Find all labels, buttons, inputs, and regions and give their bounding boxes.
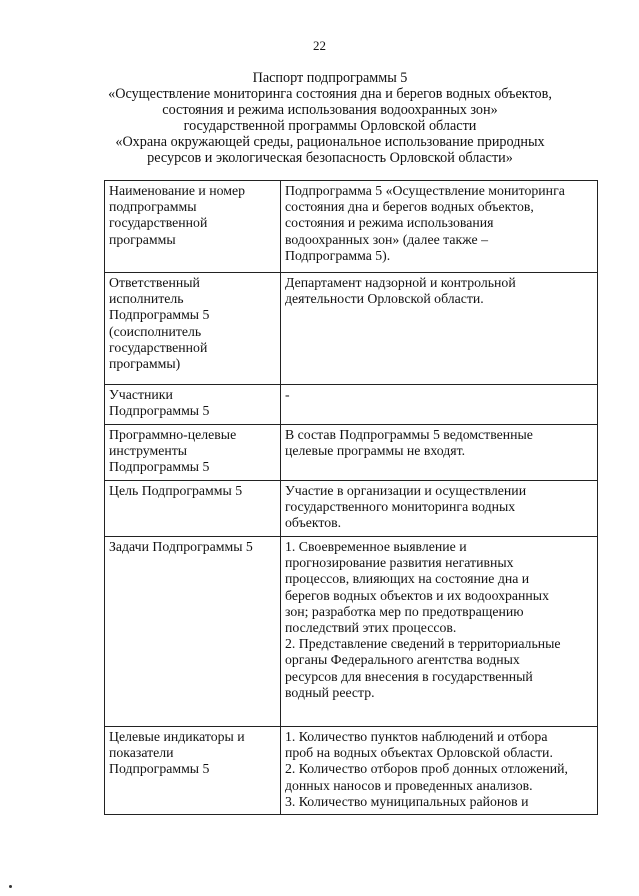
row-value-line: государственного мониторинга водных xyxy=(285,499,516,515)
row-label-cell xyxy=(105,273,281,385)
row-label-line: Подпрограммы 5 xyxy=(109,761,210,777)
row-value-line: Участие в организации и осуществлении xyxy=(285,483,527,498)
row-label-line: подпрограммы xyxy=(109,199,197,215)
row-value-line: процессов, влияющих на состояние дна и xyxy=(285,571,530,587)
row-label-line: Подпрограммы 5 xyxy=(109,459,210,475)
row-label-cell xyxy=(105,181,281,273)
row-label-cell xyxy=(105,727,281,815)
title-line: государственной программы Орловской области xyxy=(183,118,477,134)
title-line: ресурсов и экологическая безопасность Орловской области» xyxy=(147,150,513,166)
row-label-line: государственной xyxy=(109,339,208,355)
row-label-line: исполнитель xyxy=(109,291,184,307)
table-row xyxy=(105,727,598,815)
row-value-line: ресурсов для внесения в государственный xyxy=(285,668,533,684)
row-label-line: Цель Подпрограммы 5 xyxy=(109,483,243,498)
row-label-line: Участники xyxy=(109,387,173,402)
title-line: «Охрана окружающей среды, рациональное использование природных xyxy=(115,134,545,150)
row-label-line: государственной xyxy=(109,215,208,231)
row-value-line: деятельности Орловской области. xyxy=(285,291,484,307)
row-value-line: целевые программы не входят. xyxy=(285,443,466,459)
row-value-line: зон; разработка мер по предотвращению xyxy=(285,603,524,619)
table-row xyxy=(105,537,598,727)
row-value-line: объектов. xyxy=(285,515,342,531)
title-line: «Осуществление мониторинга состояния дна и берегов водных объектов, xyxy=(108,86,552,102)
row-label-line: инструменты xyxy=(109,443,188,459)
row-label-line: Подпрограммы 5 xyxy=(109,307,210,323)
row-value-cell xyxy=(281,385,598,425)
row-value-line: 1. Количество пунктов наблюдений и отбора xyxy=(285,729,548,744)
row-value-line: Подпрограмма 5). xyxy=(285,247,391,263)
table-row xyxy=(105,481,598,537)
row-value-line: 2. Количество отборов проб донных отложений, xyxy=(285,761,568,777)
row-label-line: Наименование и номер xyxy=(109,183,246,198)
row-label-line: показатели xyxy=(109,745,174,761)
table-row xyxy=(105,273,598,385)
row-label-line: Целевые индикаторы и xyxy=(109,729,245,744)
row-value-line: 2. Представление сведений в территориальные xyxy=(285,636,561,652)
row-label-line: программы xyxy=(109,231,176,247)
passport-table xyxy=(104,180,598,815)
row-value-cell xyxy=(281,425,598,481)
passport-table-body xyxy=(105,181,598,815)
row-value-line: - xyxy=(285,387,290,402)
page-number: 22 xyxy=(313,38,326,53)
row-value-line: проб на водных объектах Орловской области. xyxy=(285,745,553,761)
row-label-cell xyxy=(105,537,281,727)
table-row xyxy=(105,181,598,273)
row-value-cell xyxy=(281,537,598,727)
scan-dot xyxy=(9,885,12,888)
row-value-line: Департамент надзорной и контрольной xyxy=(285,275,516,290)
row-value-cell xyxy=(281,727,598,815)
row-label-line: программы) xyxy=(109,356,181,372)
row-value-line: состояния и режима использования xyxy=(285,215,494,231)
row-label-line: Подпрограммы 5 xyxy=(109,403,210,419)
title-line: Паспорт подпрограммы 5 xyxy=(252,70,408,86)
row-value-cell xyxy=(281,273,598,385)
row-label-cell xyxy=(105,481,281,537)
row-value-line: 1. Своевременное выявление и xyxy=(285,539,467,554)
row-value-line: состояния дна и берегов водных объектов, xyxy=(285,199,534,215)
row-value-line: Подпрограмма 5 «Осуществление мониторинга xyxy=(285,183,565,198)
row-value-line: донных наносов и проведенных анализов. xyxy=(285,777,533,793)
row-label-cell xyxy=(105,425,281,481)
table-row xyxy=(105,425,598,481)
row-value-line: 3. Количество муниципальных районов и xyxy=(285,793,529,809)
row-value-line: водоохранных зон» (далее также – xyxy=(285,231,488,247)
row-value-line: последствий этих процессов. xyxy=(285,620,457,636)
row-value-line: В состав Подпрограммы 5 ведомственные xyxy=(285,427,533,442)
row-value-line: берегов водных объектов и их водоохранных xyxy=(285,587,549,603)
row-value-cell xyxy=(281,481,598,537)
row-value-line: органы Федерального агентства водных xyxy=(285,652,520,668)
row-label-line: Ответственный xyxy=(109,275,200,290)
row-value-line: прогнозирование развития негативных xyxy=(285,555,514,571)
row-value-cell xyxy=(281,181,598,273)
row-label-line: (соисполнитель xyxy=(109,323,202,339)
row-label-line: Задачи Подпрограммы 5 xyxy=(109,539,253,554)
row-label-line: Программно-целевые xyxy=(109,427,237,442)
row-label-cell xyxy=(105,385,281,425)
table-row xyxy=(105,385,598,425)
title-line: состояния и режима использования водоохранных зон» xyxy=(162,102,498,118)
row-value-line: водный реестр. xyxy=(285,684,375,700)
document-title xyxy=(40,70,620,166)
